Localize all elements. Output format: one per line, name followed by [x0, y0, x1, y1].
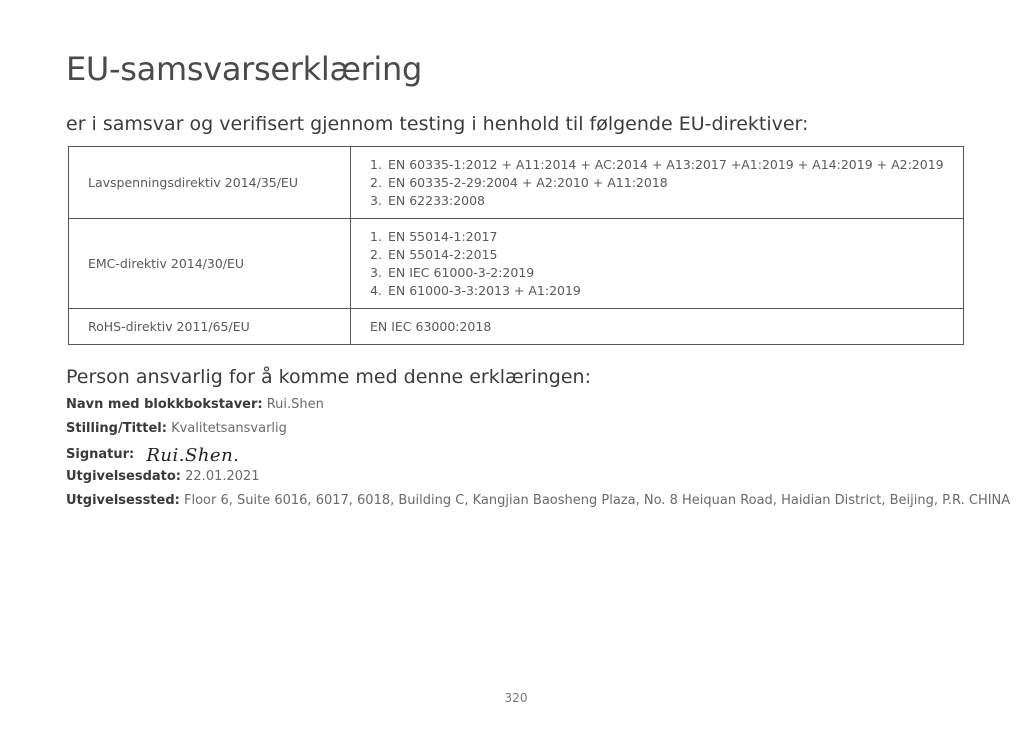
role-value: Kvalitetsansvarlig	[171, 421, 287, 436]
list-number: 1.	[370, 156, 382, 172]
standard-text: EN 60335-2-29:2004 + A2:2010 + A11:2018	[388, 174, 668, 190]
directive-name: RoHS-direktiv 2011/65/EU	[69, 309, 351, 345]
directive-standard: EN IEC 63000:2018	[351, 309, 964, 345]
standard-text: EN 55014-1:2017	[388, 228, 498, 244]
date-value: 22.01.2021	[185, 469, 260, 484]
standards-list	[370, 156, 963, 210]
date-label: Utgivelsesdato:	[66, 469, 181, 484]
list-item	[370, 192, 963, 210]
signature-line	[66, 445, 239, 466]
directive-name: EMC-direktiv 2014/30/EU	[69, 219, 351, 309]
page-subtitle: er i samsvar og verifisert gjennom testing i henhold til følgende EU-direktiver:	[66, 113, 809, 135]
table-row	[69, 219, 964, 309]
page-title: EU-samsvarserklæring	[66, 50, 423, 88]
list-item	[370, 156, 963, 174]
signature-image: Rui.Shen.	[146, 445, 240, 466]
list-item	[370, 174, 963, 192]
name-label: Navn med blokkbokstaver:	[66, 397, 263, 412]
standard-text: EN IEC 61000-3-2:2019	[388, 264, 535, 280]
directive-name: Lavspenningsdirektiv 2014/35/EU	[69, 147, 351, 219]
list-item	[370, 282, 963, 300]
place-line	[66, 493, 1010, 508]
name-line	[66, 397, 324, 412]
list-item	[370, 264, 963, 282]
list-number: 1.	[370, 228, 382, 244]
role-label: Stilling/Tittel:	[66, 421, 167, 436]
standard-text: EN 60335-1:2012 + A11:2014 + AC:2014 + A13:2017 +A1:2019 + A14:2019 + A2:2019	[388, 156, 944, 172]
list-number: 4.	[370, 282, 382, 298]
page-number: 320	[504, 691, 528, 705]
list-item	[370, 246, 963, 264]
table-row	[69, 309, 964, 345]
standards-list	[370, 228, 963, 300]
role-line	[66, 421, 287, 436]
standard-text: EN 55014-2:2015	[388, 246, 498, 262]
name-value: Rui.Shen	[266, 397, 324, 412]
place-value: Floor 6, Suite 6016, 6017, 6018, Building C, Kangjian Baosheng Plaza, No. 8 Heiquan Road, Haidian District, Beijing, P.R. CHINA	[184, 493, 1011, 508]
date-line	[66, 469, 260, 484]
list-number: 3.	[370, 264, 382, 280]
list-item	[370, 228, 963, 246]
table-row	[69, 147, 964, 219]
signature-label: Signatur:	[66, 447, 135, 462]
list-number: 3.	[370, 192, 382, 208]
standard-text: EN 61000-3-3:2013 + A1:2019	[388, 282, 581, 298]
list-number: 2.	[370, 174, 382, 190]
directives-table	[68, 146, 964, 345]
standard-text: EN 62233:2008	[388, 192, 486, 208]
directive-standards	[351, 219, 964, 309]
place-label: Utgivelsessted:	[66, 493, 180, 508]
directive-standards	[351, 147, 964, 219]
list-number: 2.	[370, 246, 382, 262]
responsible-person-heading: Person ansvarlig for å komme med denne erklæringen:	[66, 366, 591, 388]
